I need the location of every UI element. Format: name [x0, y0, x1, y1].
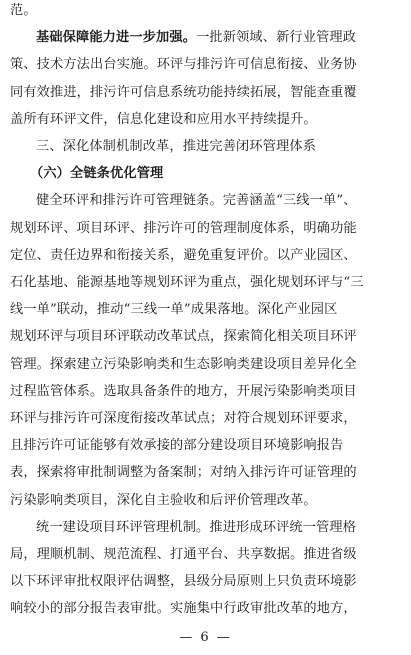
subsection-heading: （六）全链条优化管理	[30, 166, 164, 182]
bold-lead-text: 基础保障能力进一步加强。	[36, 30, 197, 46]
text-line-12: 线一单”联动，推动“三线一单”成果落地。深化产业园区	[10, 302, 338, 318]
text-line-18: 表，探索将审批制调整为备案制；对纳入排污许可证管理的	[10, 465, 357, 481]
text-line-23: 响较小的部分报告表审批。实施集中行政审批改革的地方，	[10, 601, 357, 617]
text-line-10: 定位、责任边界和衔接关系，避免重复评价。以产业园区、	[10, 247, 357, 263]
text-line-1: 范。	[10, 3, 37, 18]
text-line-19: 污染影响类项目，深化自主验收和后评价管理改革。	[10, 492, 317, 508]
text-line-2: 基础保障能力进一步加强。一批新领域、新行业管理政	[36, 30, 357, 46]
text-line-4: 同有效推进，排污许可信息系统功能持续拓展，智能查重覆	[10, 84, 357, 100]
page-number: — 6 —	[179, 630, 232, 645]
text-line-3: 策、技术方法出台实施。环评与排污许可信息衔接、业务协	[10, 57, 357, 73]
text-line-11: 石化基地、能源基地等规划环评为重点，强化规划环评与“三	[10, 275, 364, 290]
text-line-15: 过程监管体系。选取具备条件的地方，开展污染影响类项目	[10, 383, 357, 399]
text-line-8: 健全环评和排污许可管理链条。完善涵盖“三线一单”、	[36, 193, 357, 209]
text-line-14: 管理。探索建立污染影响类和生态影响类建设项目差异化全	[10, 356, 357, 372]
text-line-16: 环评与排污许可深度衔接改革试点；对符合规划环评要求，	[10, 411, 357, 426]
text-line-22: 以下环评审批权限评估调整，县级分局原则上只负责环境影	[10, 574, 357, 590]
text-line-20: 统一建设项目环评管理机制。推进形成环评统一管理格	[36, 519, 357, 535]
text-line-17: 且排污许可证能够有效承接的部分建设项目环境影响报告	[10, 438, 344, 454]
text-line-21: 局，理顺机制、规范流程、打通平台、共享数据。推进省级	[10, 547, 357, 562]
text-line-13: 规划环评与项目环评联动改革试点，探索简化相关项目环评	[10, 329, 357, 345]
text-line-9: 规划环评、项目环评、排污许可的管理制度体系，明确功能	[10, 220, 357, 236]
text-line-5: 盖所有环评文件，信息化建设和应用水平持续提升。	[10, 111, 317, 127]
section-heading: 三、深化体制机制改革，推进完善闭环管理体系	[36, 139, 317, 154]
